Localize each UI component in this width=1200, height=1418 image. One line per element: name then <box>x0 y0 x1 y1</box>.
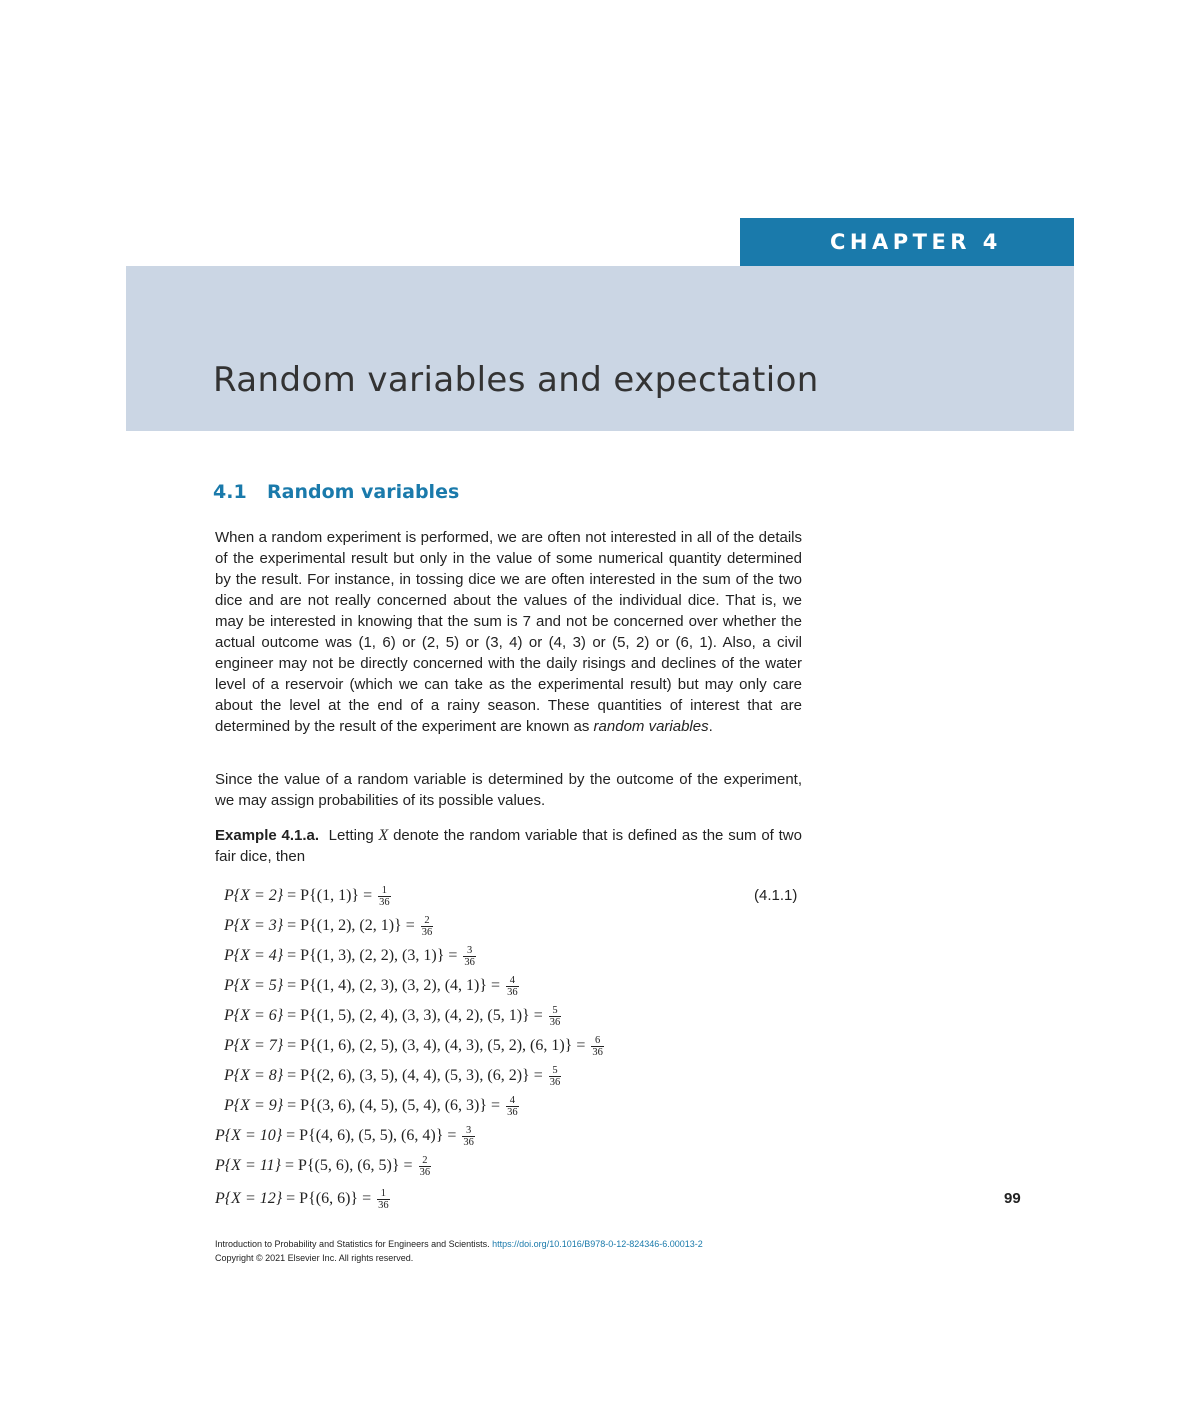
fraction-numerator: 2 <box>421 915 434 927</box>
equation-x-12 <box>215 1187 390 1211</box>
equation-rhs: = P{(1, 5), (2, 4), (3, 3), (4, 2), (5, 1)} = <box>283 1007 547 1024</box>
equation-lhs: P{X = 12} <box>215 1190 283 1207</box>
equation-x-11 <box>215 1154 431 1178</box>
fraction-denominator: 36 <box>592 1046 603 1058</box>
equation-lhs: P{X = 9} <box>224 1097 284 1114</box>
equation-x-5 <box>224 974 519 998</box>
fraction-numerator: 1 <box>377 1188 390 1200</box>
fraction <box>377 1188 390 1211</box>
chapter-title: Random variables and expectation <box>213 360 819 400</box>
fraction-numerator: 6 <box>591 1035 604 1047</box>
equation-number: (4.1.1) <box>754 887 798 904</box>
fraction-denominator: 36 <box>379 896 390 908</box>
equation-rhs: = P{(1, 2), (2, 1)} = <box>283 917 419 934</box>
equation-x-10 <box>215 1124 475 1148</box>
paragraph-intro-text: When a random experiment is performed, we are often not interested in all of the details of the experimental result but only in the value of some numerical quantity determined by the result. For instance, in tossing dice we are often interested in the sum of the two dice and are not really concerned about the values of the individual dice. That is, we may be interested in knowing that the sum is 7 and not be concerned over whether the actual outcome was (1, 6) or (2, 5) or (3, 4) or (4, 3) or (5, 2) or (6, 1). Also, a civil engineer may not be directly concerned with the daily risings and declines of the water level of a reservoir (which we can take as the experimental result) but may only care about the level at the end of a rainy season. These quantities of interest that are determined by the result of the experiment are known as <box>215 529 802 735</box>
equation-rhs: = P{(2, 6), (3, 5), (4, 4), (5, 3), (6, 2)} = <box>283 1067 547 1084</box>
fraction-denominator: 36 <box>507 986 518 998</box>
equation-rhs: = P{(1, 4), (2, 3), (3, 2), (4, 1)} = <box>283 977 505 994</box>
fraction-numerator: 5 <box>549 1065 562 1077</box>
fraction <box>591 1035 604 1058</box>
section-title: Random variables <box>267 481 460 503</box>
example-4-1-a <box>215 825 802 867</box>
equation-lhs: P{X = 11} <box>215 1157 281 1174</box>
equation-lhs: P{X = 3} <box>224 917 284 934</box>
fraction-denominator: 36 <box>464 956 475 968</box>
equation-lhs: P{X = 6} <box>224 1007 284 1024</box>
equation-lhs: P{X = 5} <box>224 977 284 994</box>
footer-doi-link[interactable]: https://doi.org/10.1016/B978-0-12-824346-6.00013-2 <box>492 1239 703 1249</box>
equation-x-8 <box>224 1064 561 1088</box>
fraction-denominator: 36 <box>507 1106 518 1118</box>
section-heading <box>213 478 459 506</box>
page-number: 99 <box>1004 1190 1021 1207</box>
fraction-numerator: 3 <box>463 945 476 957</box>
equation-x-7 <box>224 1034 604 1058</box>
fraction-denominator: 36 <box>549 1076 561 1088</box>
example-label: Example 4.1.a. <box>215 827 320 844</box>
footer-citation <box>215 1237 703 1251</box>
fraction-numerator: 5 <box>549 1005 562 1017</box>
paragraph-intro <box>215 527 802 737</box>
equation-rhs: = P{(5, 6), (6, 5)} = <box>280 1157 417 1174</box>
fraction <box>419 1155 432 1178</box>
example-variable: X <box>378 827 389 844</box>
equation-lhs: P{X = 4} <box>224 947 284 964</box>
fraction-denominator: 36 <box>378 1199 389 1211</box>
chapter-label: CHAPTER 4 <box>740 218 1074 266</box>
footer <box>215 1237 703 1265</box>
fraction-numerator: 1 <box>378 885 391 897</box>
chapter-title-band <box>126 266 1074 431</box>
equation-x-9 <box>224 1094 519 1118</box>
equation-lhs: P{X = 8} <box>224 1067 284 1084</box>
fraction-denominator: 36 <box>463 1136 474 1148</box>
equation-lhs: P{X = 2} <box>224 887 284 904</box>
fraction-denominator: 36 <box>421 926 433 938</box>
fraction <box>506 975 519 998</box>
equation-x-6 <box>224 1004 561 1028</box>
equation-rhs: = P{(4, 6), (5, 5), (6, 4)} = <box>282 1127 461 1144</box>
equation-x-3 <box>224 914 433 938</box>
equation-x-2 <box>224 884 391 908</box>
fraction-denominator: 36 <box>419 1166 431 1178</box>
footer-book-title: Introduction to Probability and Statistics for Engineers and Scientists. <box>215 1239 493 1249</box>
equation-rhs: = P{(1, 6), (2, 5), (3, 4), (4, 3), (5, 2), (6, 1)} = <box>283 1037 590 1054</box>
fraction <box>462 1125 475 1148</box>
equation-rhs: = P{(6, 6)} = <box>282 1190 376 1207</box>
fraction <box>421 915 434 938</box>
example-text-post: denote the random variable that is defined as the sum of two fair dice, then <box>215 827 802 865</box>
fraction-numerator: 4 <box>506 975 519 987</box>
equation-rhs: = P{(1, 3), (2, 2), (3, 1)} = <box>283 947 462 964</box>
fraction-numerator: 4 <box>506 1095 519 1107</box>
equation-rhs: = P{(3, 6), (4, 5), (5, 4), (6, 3)} = <box>283 1097 505 1114</box>
fraction-numerator: 3 <box>462 1125 475 1137</box>
equation-lhs: P{X = 7} <box>224 1037 284 1054</box>
fraction <box>549 1065 562 1088</box>
equation-lhs: P{X = 10} <box>215 1127 283 1144</box>
fraction <box>506 1095 519 1118</box>
paragraph-probabilities: Since the value of a random variable is determined by the outcome of the experiment, we may assign probabilities of its possible values. <box>215 771 802 809</box>
term-random-variables: random variables <box>593 718 709 735</box>
fraction <box>549 1005 562 1028</box>
paragraph-intro-end: . <box>708 718 713 735</box>
footer-copyright: Copyright © 2021 Elsevier Inc. All rights reserved. <box>215 1253 414 1263</box>
equation-x-4 <box>224 944 476 968</box>
fraction-denominator: 36 <box>549 1016 561 1028</box>
fraction <box>378 885 391 908</box>
example-text-pre: Letting <box>328 827 379 844</box>
fraction-numerator: 2 <box>419 1155 432 1167</box>
fraction <box>463 945 476 968</box>
equation-rhs: = P{(1, 1)} = <box>283 887 377 904</box>
section-number: 4.1 <box>213 481 247 503</box>
